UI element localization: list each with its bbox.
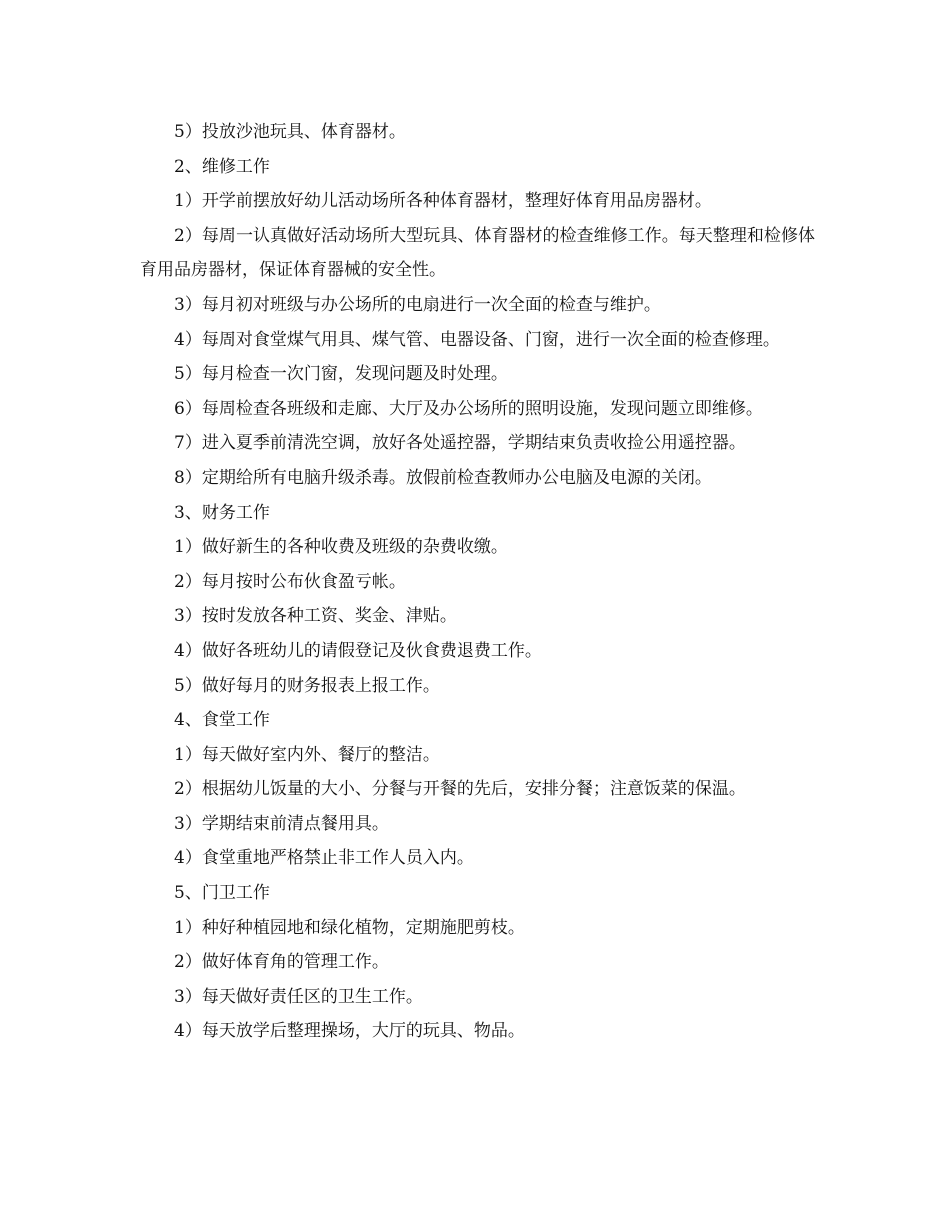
paragraph-canteen-3: 3）学期结束前清点餐用具。 xyxy=(174,813,389,834)
paragraph-finance-3: 3）按时发放各种工资、奖金、津贴。 xyxy=(174,606,457,627)
paragraph-maintenance-5: 5）每月检查一次门窗，发现问题及时处理。 xyxy=(174,364,508,385)
section-heading-finance: 3、财务工作 xyxy=(174,502,270,523)
section-heading-gatekeeping: 5、门卫工作 xyxy=(174,883,270,904)
paragraph-maintenance-8: 8）定期给所有电脑升级杀毒。放假前检查教师办公电脑及电源的关闭。 xyxy=(174,467,712,488)
paragraph-canteen-4: 4）食堂重地严格禁止非工作人员入内。 xyxy=(174,848,474,869)
paragraph-maintenance-3: 3）每月初对班级与办公场所的电扇进行一次全面的检查与维护。 xyxy=(174,294,661,315)
section-heading-maintenance: 2、维修工作 xyxy=(174,156,270,177)
section-heading-canteen: 4、食堂工作 xyxy=(174,710,270,731)
paragraph-finance-2: 2）每月按时公布伙食盈亏帐。 xyxy=(174,571,406,592)
document-body xyxy=(140,115,815,1049)
paragraph-maintenance-6: 6）每周检查各班级和走廊、大厅及办公场所的照明设施，发现问题立即维修。 xyxy=(174,398,763,419)
paragraph-sandpit-toys: 5）投放沙池玩具、体育器材。 xyxy=(174,122,406,142)
paragraph-maintenance-2: 2）每周一认真做好活动场所大型玩具、体育器材的检查维修工作。每天整理和检修体育用品房器材，保证体育器械的安全性。 xyxy=(140,225,815,281)
paragraph-finance-4: 4）做好各班幼儿的请假登记及伙食费退费工作。 xyxy=(174,640,542,661)
paragraph-gatekeeping-3: 3）每天做好责任区的卫生工作。 xyxy=(174,986,423,1007)
paragraph-maintenance-7: 7）进入夏季前清洗空调，放好各处遥控器，学期结束负责收捡公用遥控器。 xyxy=(174,433,746,454)
paragraph-finance-1: 1）做好新生的各种收费及班级的杂费收缴。 xyxy=(174,537,508,558)
paragraph-gatekeeping-2: 2）做好体育角的管理工作。 xyxy=(174,952,389,973)
paragraph-gatekeeping-1: 1）种好种植园地和绿化植物，定期施肥剪枝。 xyxy=(174,917,525,938)
paragraph-maintenance-4: 4）每周对食堂煤气用具、煤气管、电器设备、门窗，进行一次全面的检查修理。 xyxy=(174,329,780,350)
paragraph-finance-5: 5）做好每月的财务报表上报工作。 xyxy=(174,675,440,696)
paragraph-gatekeeping-4: 4）每天放学后整理操场，大厅的玩具、物品。 xyxy=(174,1021,525,1042)
paragraph-canteen-1: 1）每天做好室内外、餐厅的整洁。 xyxy=(174,744,440,765)
paragraph-maintenance-1: 1）开学前摆放好幼儿活动场所各种体育器材，整理好体育用品房器材。 xyxy=(174,191,712,212)
paragraph-canteen-2: 2）根据幼儿饭量的大小、分餐与开餐的先后，安排分餐；注意饭菜的保温。 xyxy=(174,779,746,800)
